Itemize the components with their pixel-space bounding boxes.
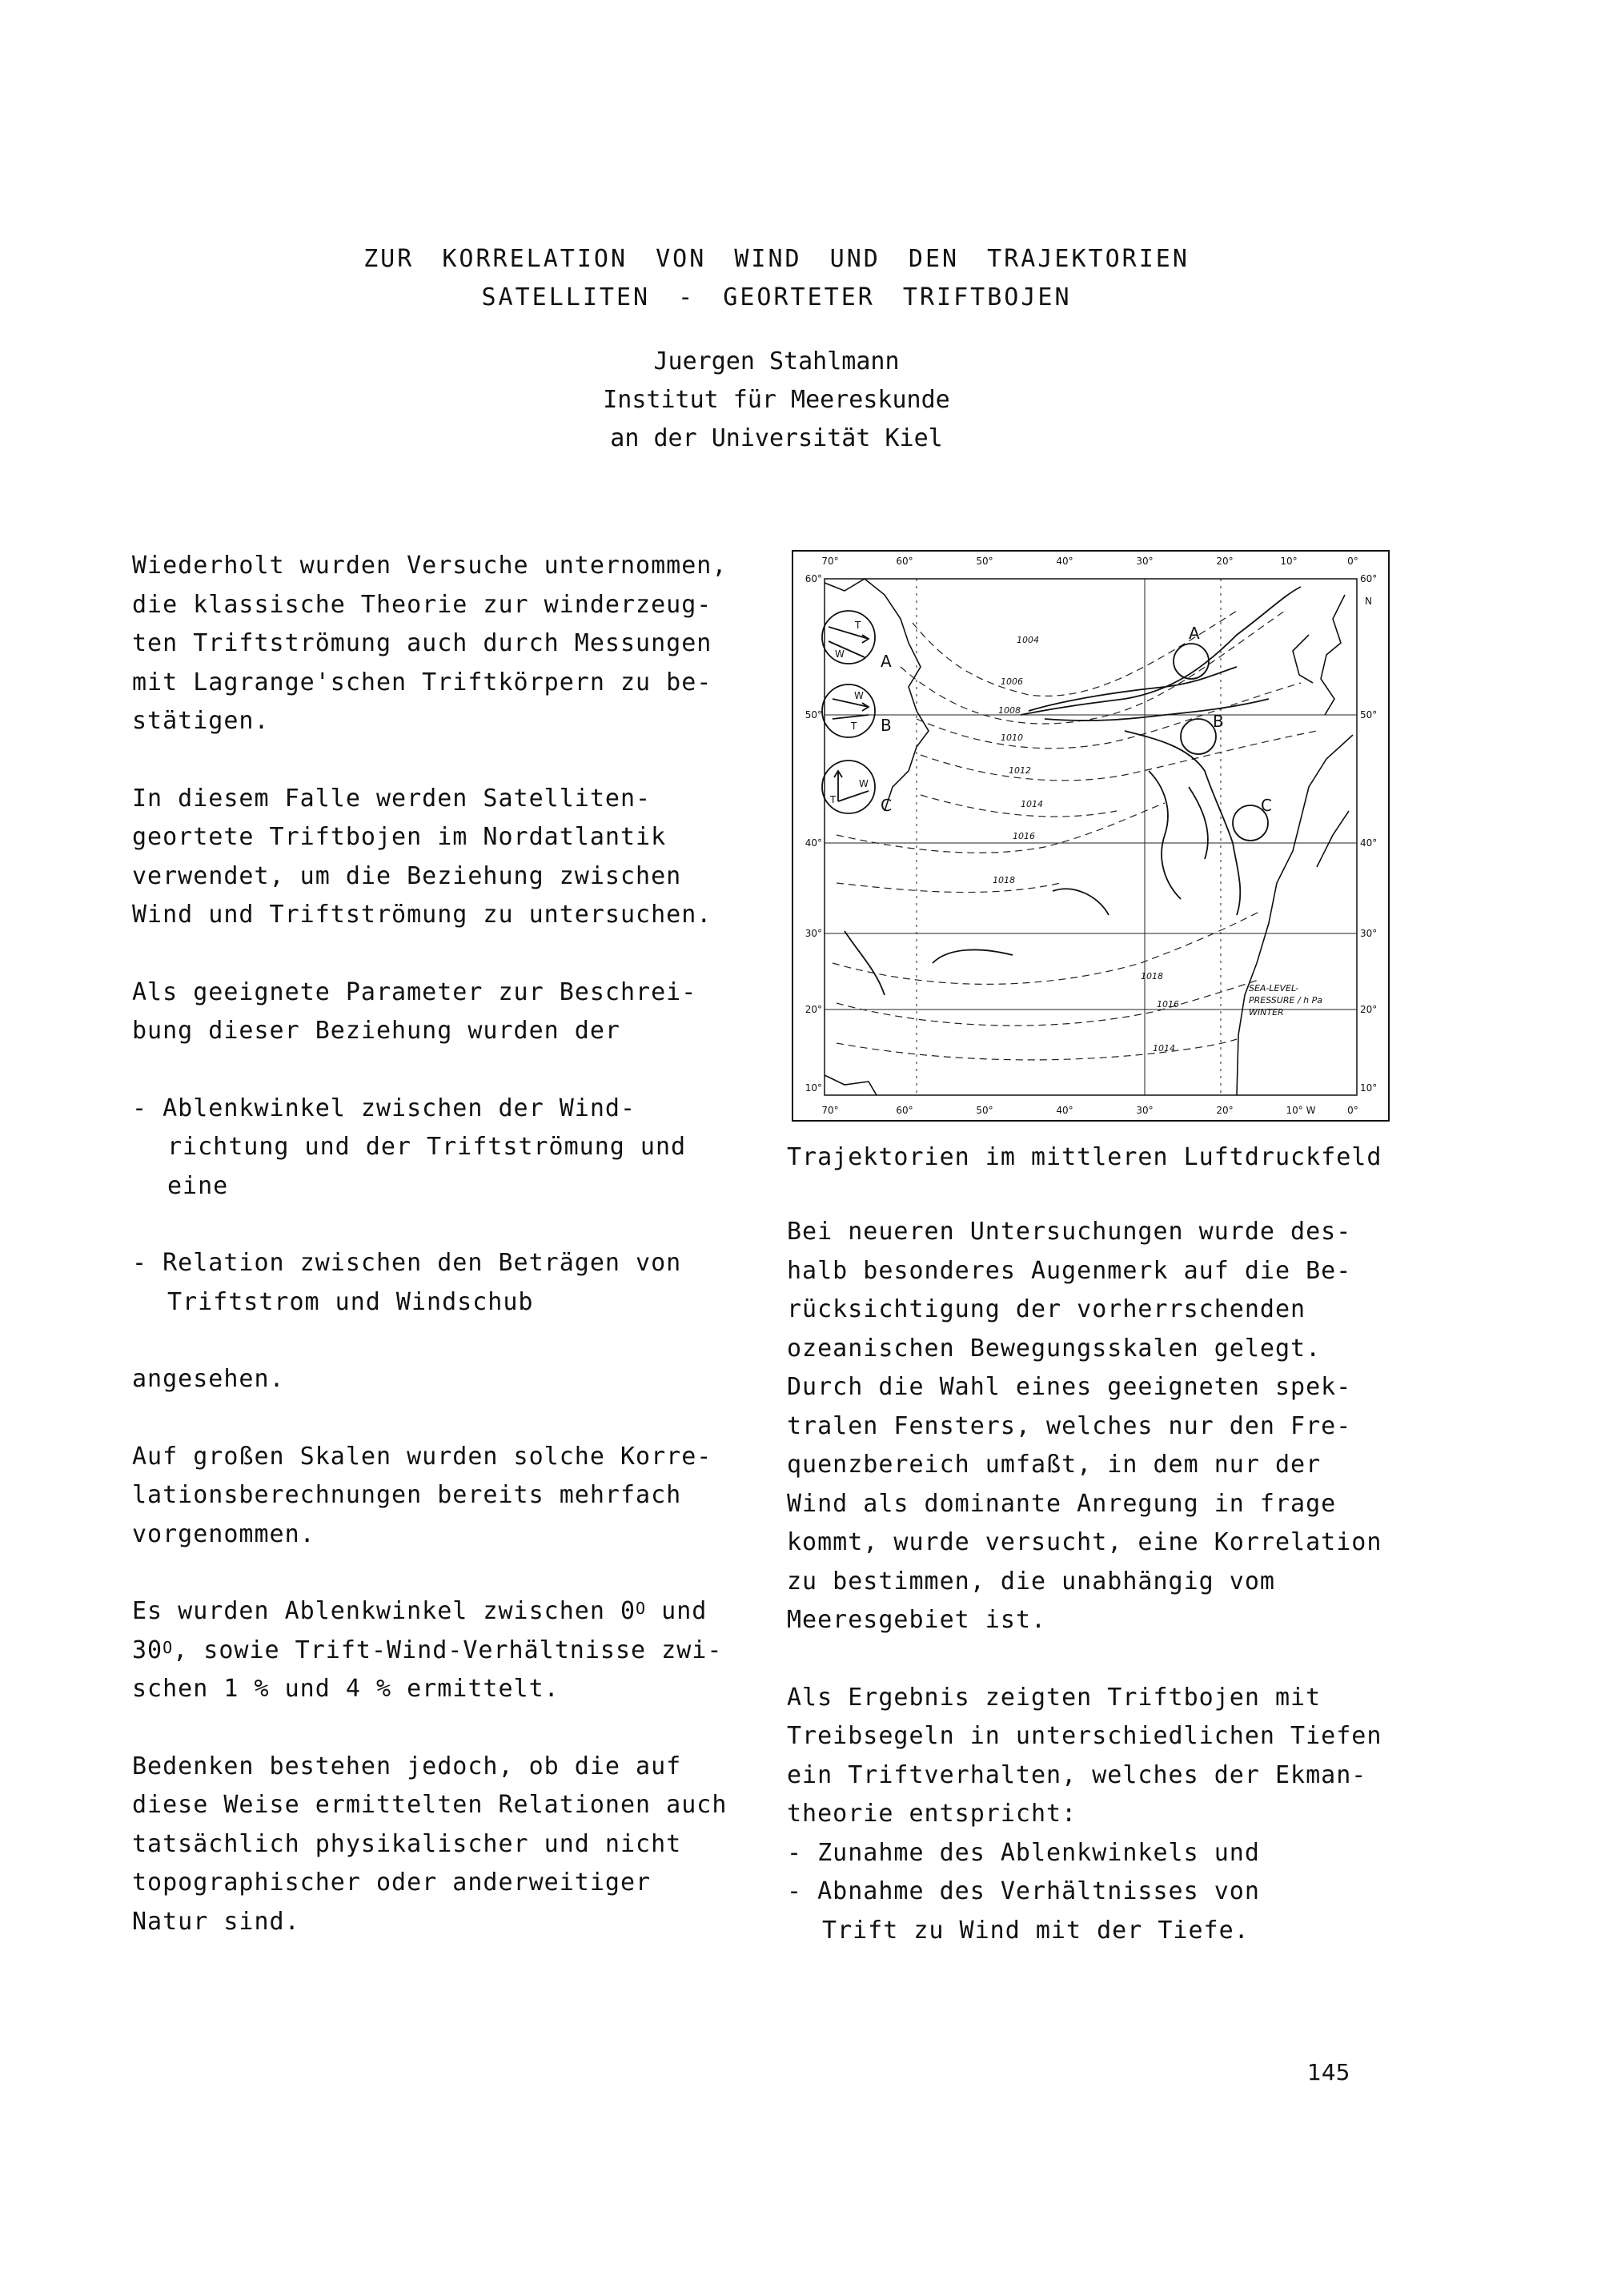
list-item-deflection-angle — [132, 1090, 756, 1206]
page-number: 145 — [1307, 2059, 1350, 2085]
lon-label: 70° — [821, 1105, 839, 1116]
trajectory-map-figure — [788, 547, 1393, 1123]
lon-label: 30° — [1136, 556, 1154, 567]
isobar-label: 1014 — [1021, 799, 1043, 809]
text-line: schen 1 % und 4 % ermittelt. — [132, 1675, 560, 1703]
text-line: theorie entspricht: — [787, 1800, 1077, 1828]
paper-title-line-2: SATELLITEN - GEORTETER TRIFTBOJEN — [481, 283, 1072, 311]
text-line: Bedenken bestehen jedoch, ob die auf — [132, 1752, 682, 1780]
lon-label: 0° — [1347, 556, 1358, 567]
text-line: Triftstrom und Windschub — [167, 1287, 534, 1316]
map-frame — [825, 579, 1357, 1095]
figure-caption: Trajektorien im mittleren Luftdruckfeld — [787, 1143, 1382, 1171]
vector-letter: W — [835, 648, 845, 660]
region-labels — [881, 624, 1272, 815]
text-line: zu bestimmen, die unabhängig vom — [787, 1567, 1275, 1596]
text-line: - Ablenkwinkel zwischen der Wind- — [132, 1094, 636, 1122]
text-line: quenzbereich umfaßt, in dem nur der — [787, 1451, 1322, 1479]
author-institute: Institut für Meereskunde — [603, 386, 950, 414]
paragraph-satellite-buoys — [132, 780, 756, 935]
lon-label: 20° — [1216, 1105, 1234, 1116]
lat-label: 50° — [805, 709, 822, 721]
paragraph-intro — [132, 547, 756, 741]
lat-label: 10° — [1360, 1082, 1378, 1094]
text-line: kommt, wurde versucht, eine Korrelation — [787, 1528, 1382, 1556]
lon-label: 50° — [976, 556, 993, 567]
text-line: ten Triftströmung auch durch Messungen — [132, 629, 712, 657]
lat-label: 60° — [1360, 573, 1378, 584]
text-line: richtung und der Triftströmung und — [167, 1133, 687, 1161]
left-column — [132, 547, 756, 1941]
vector-letter: T — [830, 794, 837, 805]
right-latitude-labels — [1360, 573, 1377, 1094]
text-line: Als geeignete Parameter zur Beschrei- — [132, 977, 697, 1006]
list-item-angle-increase: - Zunahme des Ablenkwinkels und — [787, 1838, 1260, 1867]
isobar-label: 1006 — [1001, 676, 1023, 687]
author-university: an der Universität Kiel — [610, 424, 943, 452]
text-line: die klassische Theorie zur winderzeug- — [132, 590, 712, 619]
text-line: verwendet, um die Beziehung zwischen — [132, 861, 682, 890]
text-line: bung dieser Beziehung wurden der — [132, 1017, 620, 1045]
legend-line: PRESSURE / h Pa — [1249, 995, 1322, 1006]
region-label-b: B — [1213, 712, 1224, 731]
text-line: und — [646, 1597, 708, 1625]
lat-label: 40° — [1360, 837, 1378, 849]
isobar-label: 1018 — [1141, 971, 1163, 981]
text-line: Auf großen Skalen wurden solche Korre- — [132, 1442, 712, 1471]
text-line: Trift zu Wind mit der Tiefe. — [822, 1916, 1250, 1945]
lon-label: 10° W — [1286, 1105, 1316, 1116]
author-name: Juergen Stahlmann — [653, 347, 900, 375]
isobar-label: 1014 — [1153, 1043, 1175, 1054]
lat-label: 30° — [1360, 928, 1378, 939]
text-line: , sowie Trift-Wind-Verhältnisse zwi- — [173, 1636, 723, 1664]
vector-letter: W — [854, 690, 864, 701]
lon-label: 10° — [1280, 556, 1298, 567]
vector-letter: T — [851, 721, 857, 732]
vector-label-a: A — [881, 652, 892, 671]
text-line: ein Triftverhalten, welches der Ekman- — [787, 1760, 1367, 1789]
paragraph-angles-ratios — [132, 1592, 756, 1709]
lat-label: 60° — [805, 573, 822, 584]
vector-label-b: B — [881, 716, 892, 735]
text-line: mit Lagrange'schen Triftkörpern zu be- — [132, 668, 712, 696]
lat-lon-grid — [825, 579, 1357, 1095]
text-line: ozeanischen Bewegungsskalen gelegt. — [787, 1334, 1322, 1363]
list-item-relation — [132, 1244, 756, 1322]
text-line: geortete Triftbojen im Nordatlantik — [132, 823, 667, 851]
figure-border — [792, 551, 1389, 1121]
region-label-a: A — [1189, 624, 1200, 643]
lon-label: 20° — [1216, 556, 1234, 567]
region-label-c: C — [1261, 796, 1272, 815]
lon-label: 50° — [976, 1105, 993, 1116]
lon-label: 40° — [1056, 1105, 1073, 1116]
isobar-label: 1008 — [998, 705, 1021, 716]
vector-letter-labels — [829, 620, 869, 805]
paragraph-result — [787, 1679, 1411, 1951]
vector-letter: W — [859, 778, 869, 789]
paragraph-large-scales — [132, 1438, 756, 1555]
right-column — [787, 1213, 1411, 1950]
legend-line: SEA-LEVEL- — [1249, 983, 1299, 993]
lat-label: 50° — [1360, 709, 1378, 721]
list-item-ratio-decrease: - Abnahme des Verhältnisses von — [787, 1877, 1260, 1905]
text-line: Durch die Wahl eines geeigneten spek- — [787, 1373, 1352, 1401]
lon-label: 30° — [1136, 1105, 1154, 1116]
paragraph-parameters — [132, 973, 756, 1051]
top-longitude-labels — [821, 556, 1358, 567]
map-legend — [1249, 983, 1322, 1018]
coastlines — [825, 579, 1353, 1095]
text-line: Wind als dominante Anregung in frage — [787, 1489, 1337, 1518]
text-line: In diesem Falle werden Satelliten- — [132, 784, 652, 813]
text-line: Es wurden Ablenkwinkel zwischen 0 — [132, 1597, 636, 1625]
text-line: Treibsegeln in unterschiedlichen Tiefen — [787, 1722, 1382, 1750]
text-line: Meeresgebiet ist. — [787, 1606, 1047, 1634]
text-line: Bei neueren Untersuchungen wurde des- — [787, 1218, 1352, 1246]
vector-label-c: C — [881, 796, 892, 815]
text-line: diese Weise ermittelten Relationen auch — [132, 1791, 728, 1819]
north-label: N — [1365, 596, 1372, 607]
isobars — [833, 611, 1317, 1060]
lat-label: 30° — [805, 928, 822, 939]
paragraph-considered: angesehen. — [132, 1365, 285, 1393]
lon-label: 60° — [896, 556, 913, 567]
text-line: stätigen. — [132, 707, 270, 735]
lon-label: 70° — [821, 556, 839, 567]
text-line: Als Ergebnis zeigten Triftbojen mit — [787, 1683, 1322, 1712]
text-line: lationsberechnungen bereits mehrfach — [132, 1481, 682, 1509]
lat-label: 20° — [805, 1004, 822, 1015]
isobar-label: 1016 — [1157, 999, 1179, 1010]
text-line: eine — [167, 1171, 229, 1200]
paragraph-newer-studies — [787, 1213, 1411, 1640]
text-line: halb besonderes Augenmerk auf die Be- — [787, 1256, 1352, 1285]
degree-superscript: O — [163, 1637, 174, 1657]
bottom-longitude-labels — [821, 1105, 1358, 1116]
lat-label: 20° — [1360, 1004, 1378, 1015]
lat-label: 10° — [805, 1082, 822, 1094]
text-line: Natur sind. — [132, 1907, 300, 1936]
paper-title-line-1: ZUR KORRELATION VON WIND UND DEN TRAJEKTORIEN — [363, 245, 1190, 273]
lon-label: 60° — [896, 1105, 913, 1116]
vector-letter: T — [855, 620, 861, 631]
text-line: topographischer oder anderweitiger — [132, 1869, 652, 1897]
text-line: Wind und Triftströmung zu untersuchen. — [132, 901, 712, 929]
lon-label: 0° — [1347, 1105, 1358, 1116]
degree-superscript: O — [636, 1599, 647, 1618]
text-line: 30 — [132, 1636, 163, 1664]
text-line: vorgenommen. — [132, 1519, 315, 1548]
lat-label: 40° — [805, 837, 822, 849]
isobar-label: 1012 — [1009, 765, 1031, 776]
text-line: tatsächlich physikalischer und nicht — [132, 1829, 682, 1858]
left-latitude-labels — [805, 573, 822, 1094]
isobar-label: 1018 — [993, 875, 1015, 885]
text-line: Wiederholt wurden Versuche unternommen, — [132, 552, 728, 580]
lon-label: 40° — [1056, 556, 1073, 567]
isobar-label: 1004 — [1017, 635, 1039, 645]
paragraph-concerns — [132, 1748, 756, 1942]
text-line: tralen Fensters, welches nur den Fre- — [787, 1411, 1352, 1440]
isobar-label: 1016 — [1013, 831, 1035, 841]
text-line: - Relation zwischen den Beträgen von — [132, 1249, 682, 1277]
isobar-label: 1010 — [1001, 733, 1023, 743]
text-line: rücksichtigung der vorherrschenden — [787, 1295, 1306, 1323]
legend-line: WINTER — [1249, 1007, 1284, 1018]
pressure-map-svg — [788, 547, 1393, 1123]
